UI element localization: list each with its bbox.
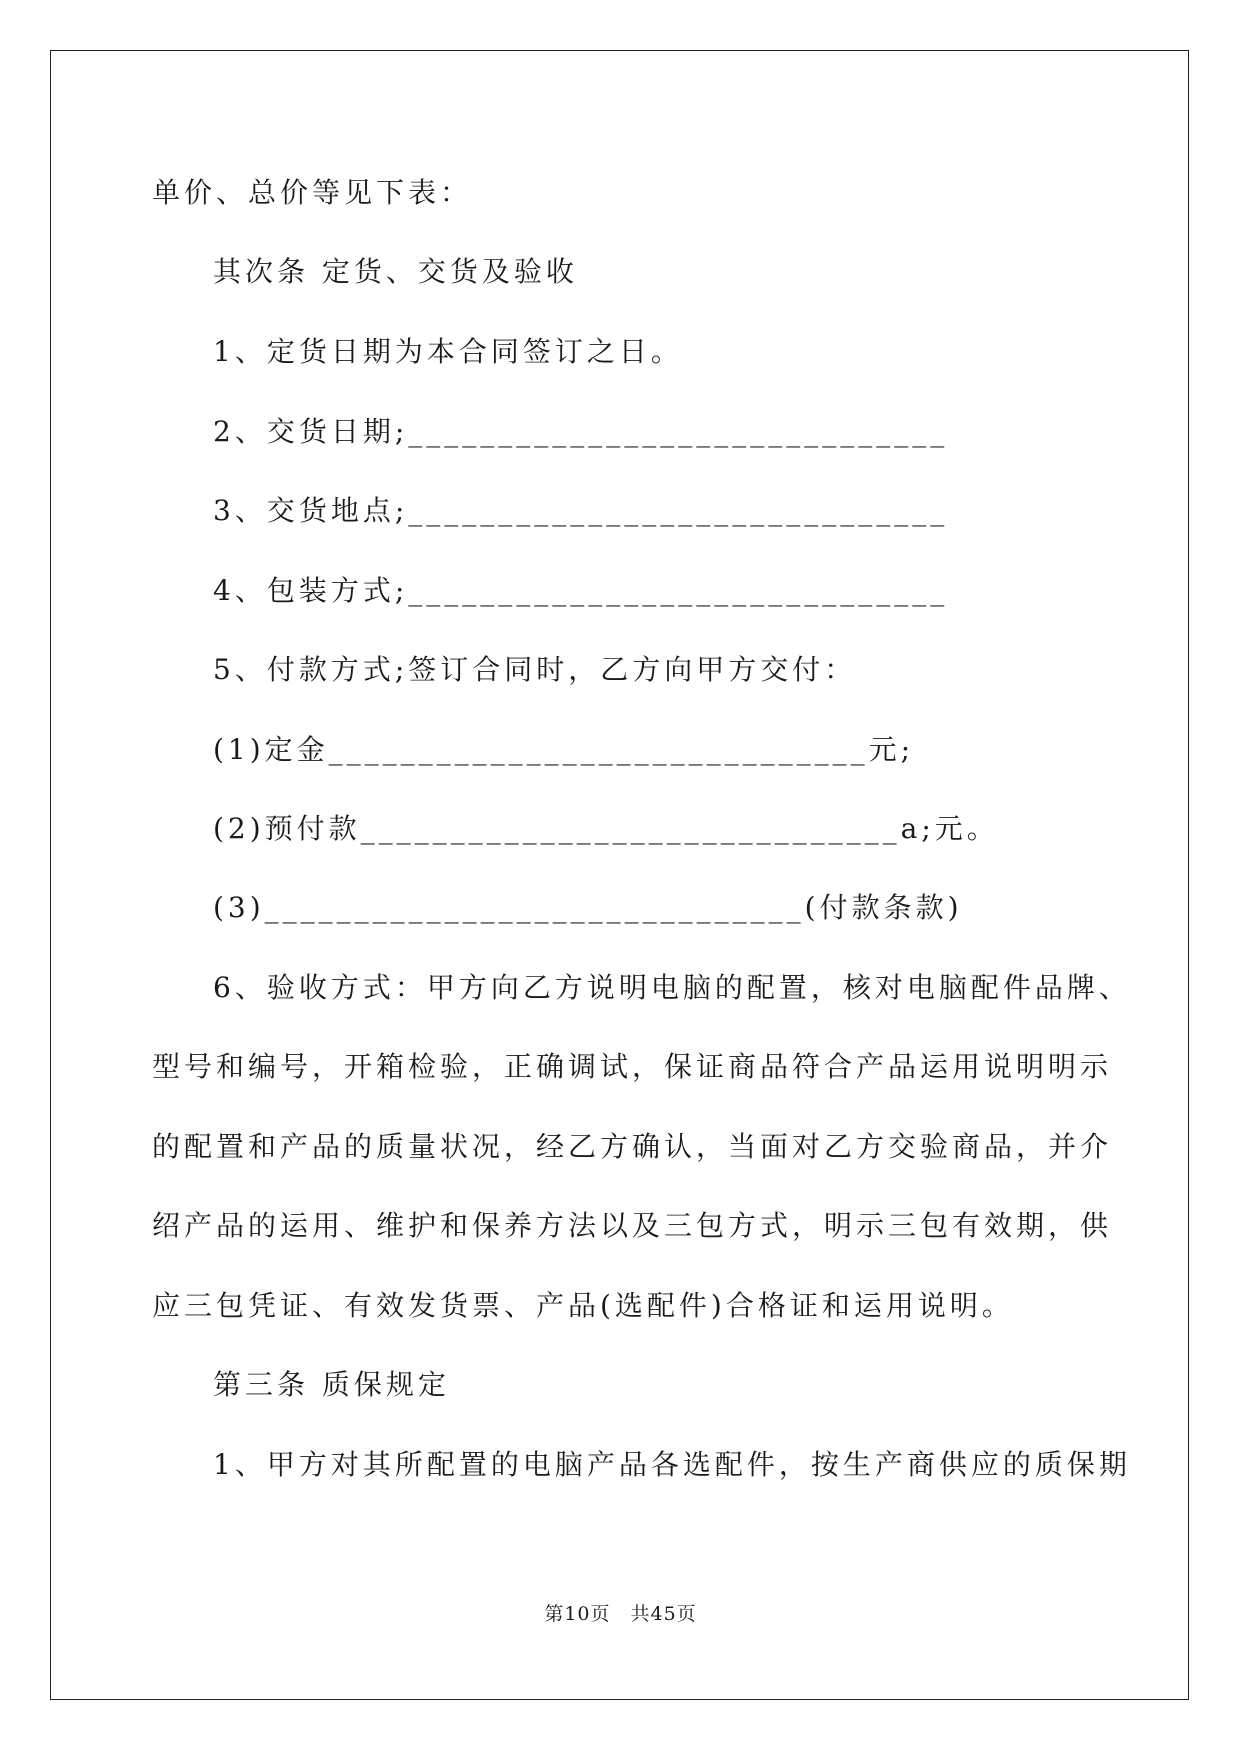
text-line: 1、定货日期为本合同签订之日。 bbox=[213, 335, 683, 368]
text-line: (2)预付款______________________________a;元。 bbox=[213, 812, 999, 845]
text-line: (1)定金______________________________元; bbox=[213, 733, 915, 766]
text-line: (3)______________________________(付款条款) bbox=[213, 891, 963, 924]
text-line: 绍产品的运用、维护和保养方法以及三包方式，明示三包有效期，供 bbox=[152, 1209, 1113, 1242]
text-line: 型号和编号，开箱检验，正确调试，保证商品符合产品运用说明明示 bbox=[152, 1050, 1113, 1083]
text-line: 2、交货日期;______________________________ bbox=[213, 415, 949, 448]
section-heading: 其次条 定货、交货及验收 bbox=[213, 255, 578, 288]
text-line: 4、包装方式;______________________________ bbox=[213, 574, 949, 607]
section-heading: 第三条 质保规定 bbox=[213, 1368, 450, 1401]
text-line: 单价、总价等见下表： bbox=[152, 176, 473, 209]
text-line: 应三包凭证、有效发货票、产品(选配件)合格证和运用说明。 bbox=[152, 1289, 1014, 1322]
page-number: 第10页 共45页 bbox=[544, 1603, 697, 1625]
text-line: 3、交货地点;______________________________ bbox=[213, 494, 949, 527]
text-line: 1、甲方对其所配置的电脑产品各选配件，按生产商供应的质保期 bbox=[213, 1448, 1131, 1481]
text-line: 的配置和产品的质量状况，经乙方确认，当面对乙方交验商品，并介 bbox=[152, 1130, 1113, 1163]
text-line: 6、验收方式：甲方向乙方说明电脑的配置，核对电脑配件品牌、 bbox=[213, 971, 1131, 1004]
text-line: 5、付款方式;签订合同时，乙方向甲方交付： bbox=[213, 653, 857, 686]
